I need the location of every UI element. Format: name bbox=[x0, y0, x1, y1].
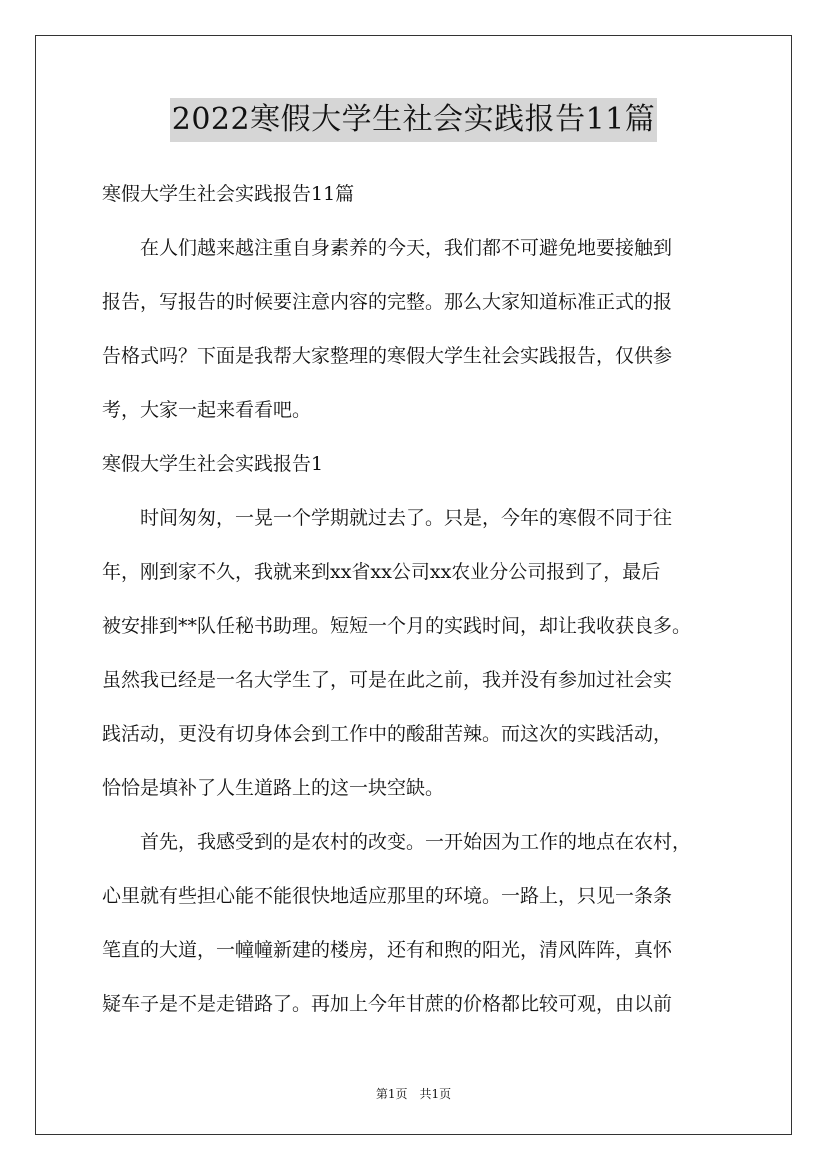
body-line: 践活动，更没有切身体会到工作中的酸甜苦辣。而这次的实践活动， bbox=[102, 723, 673, 745]
body-line: 寒假大学生社会实践报告1 bbox=[102, 453, 324, 475]
body-line: 报告，写报告的时候要注意内容的完整。那么大家知道标准正式的报 bbox=[102, 291, 673, 313]
document-title: 2022寒假大学生社会实践报告11篇 bbox=[170, 98, 658, 142]
body-line: 在人们越来越注重自身素养的今天，我们都不可避免地要接触到 bbox=[102, 237, 673, 259]
body-line: 首先，我感受到的是农村的改变。一开始因为工作的地点在农村， bbox=[102, 831, 692, 853]
body-line: 疑车子是不是走错路了。再加上今年甘蔗的价格都比较可观，由以前 bbox=[102, 993, 673, 1015]
body-line: 年，刚到家不久，我就来到xx省xx公司xx农业分公司报到了，最后 bbox=[102, 561, 661, 583]
body-line: 告格式吗？下面是我帮大家整理的寒假大学生社会实践报告，仅供参 bbox=[102, 345, 673, 367]
body-line: 笔直的大道，一幢幢新建的楼房，还有和煦的阳光，清风阵阵，真怀 bbox=[102, 939, 673, 961]
body-line: 虽然我已经是一名大学生了，可是在此之前，我并没有参加过社会实 bbox=[102, 669, 673, 691]
page-footer: 第1页 共1页 bbox=[375, 1087, 452, 1101]
title-block bbox=[0, 98, 827, 142]
body-line: 心里就有些担心能不能很快地适应那里的环境。一路上，只见一条条 bbox=[102, 885, 673, 907]
body-line: 时间匆匆，一晃一个学期就过去了。只是，今年的寒假不同于往 bbox=[102, 507, 673, 529]
body-line: 被安排到**队任秘书助理。短短一个月的实践时间，却让我收获良多。 bbox=[102, 615, 692, 637]
body-line: 恰恰是填补了人生道路上的这一块空缺。 bbox=[102, 777, 445, 799]
body-line: 考，大家一起来看看吧。 bbox=[102, 399, 312, 421]
body-line: 寒假大学生社会实践报告11篇 bbox=[102, 183, 355, 205]
